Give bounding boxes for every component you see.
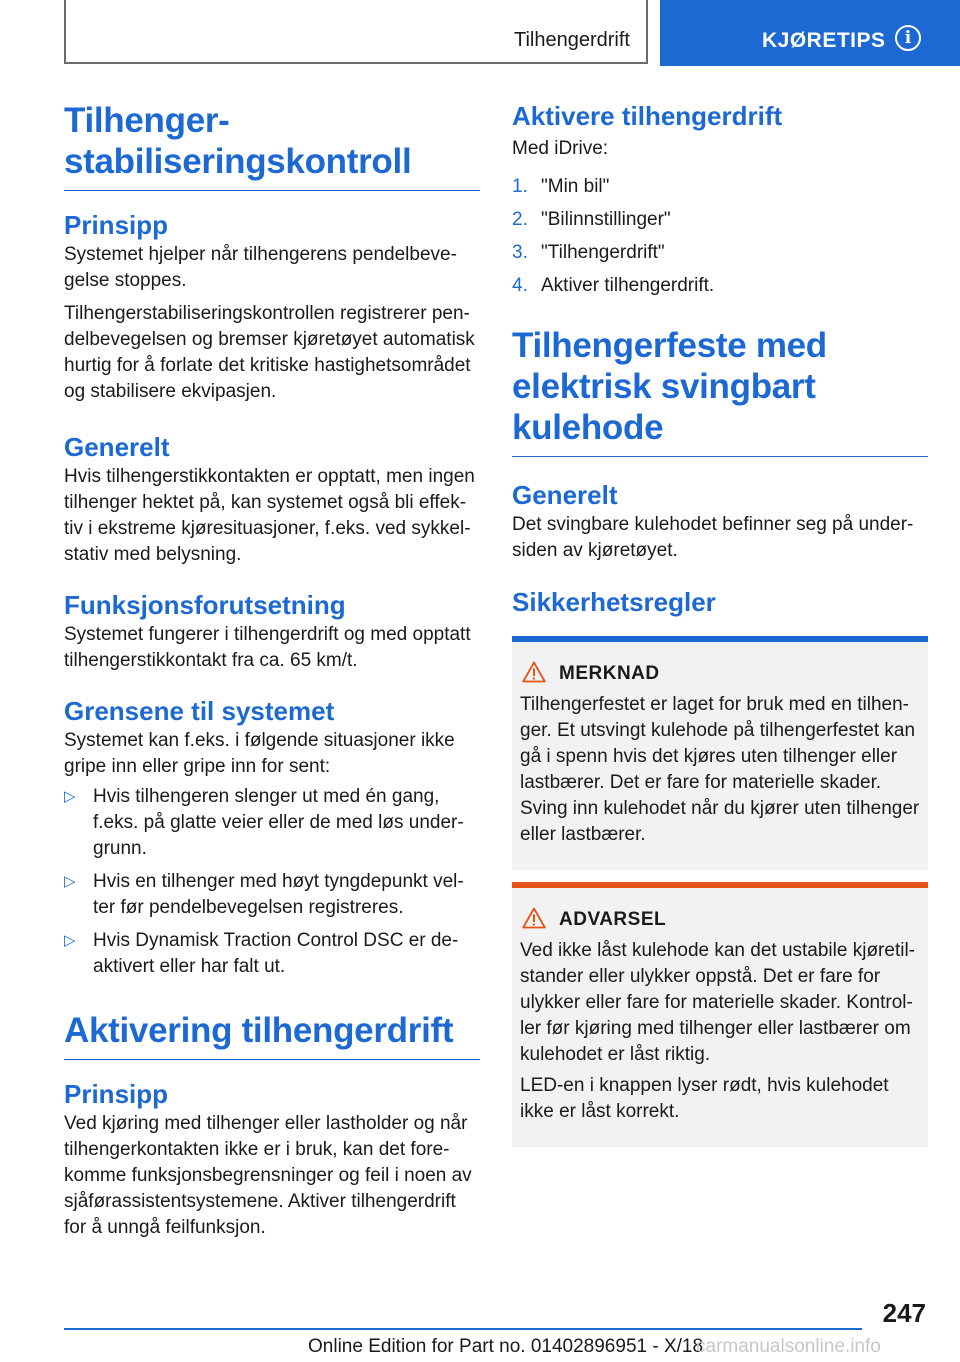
grenser-paragraph: Systemet kan f.eks. i følgende situasjoner ikke gripe inn eller gripe inn for sent:	[64, 730, 455, 777]
notice-advarsel-text-2: LED-en i knappen lyser rødt, hvis kulehodet ikke er låst korrekt.	[520, 1075, 889, 1122]
triangle-bullet-icon: ▷	[64, 788, 76, 805]
watermark: carmanualsonline.info	[696, 1336, 881, 1357]
header-section-box	[64, 0, 648, 64]
triangle-bullet-icon: ▷	[64, 873, 76, 890]
notice-bar	[512, 636, 928, 642]
notice-advarsel	[512, 882, 928, 1147]
page-header	[0, 0, 960, 66]
notice-merknad	[512, 636, 928, 870]
heading-aktivering-tilhengerdrift: Aktivering tilhengerdrift	[64, 1010, 480, 1060]
heading-generelt: Generelt	[64, 432, 170, 462]
warning-triangle-icon	[522, 661, 546, 683]
list-item: 2. "Bilinnstillinger"	[512, 209, 671, 230]
aktivere-intro: Med iDrive:	[512, 138, 609, 159]
grenser-list	[64, 784, 480, 980]
idrive-steps-list	[512, 174, 928, 299]
list-item: ▷ Hvis Dynamisk Traction Control DSC er de- aktivert eller har falt ut.	[64, 930, 459, 977]
generelt-right-paragraph: Det svingbare kulehodet befinner seg på under- siden av kjøretøyet.	[512, 514, 914, 561]
list-item: 1. "Min bil"	[512, 176, 610, 197]
right-column	[512, 100, 928, 1147]
chapter-tab	[660, 0, 960, 66]
heading-tilhengerfeste: Tilhengerfeste med elektrisk svingbart kulehode	[512, 325, 928, 457]
list-item: 4. Aktiver tilhengerdrift.	[512, 275, 715, 296]
page-number: 247	[882, 1298, 926, 1328]
heading-aktivere-tilhengerdrift: Aktivere tilhengerdrift	[512, 101, 783, 131]
edition-text: Online Edition for Part no. 01402896951 - X/18	[308, 1336, 704, 1357]
prinsipp2-paragraph: Ved kjøring med tilhenger eller lastholder og når tilhengerkontakten ikke er i bruk, kan det fore- komme funksjonsbegrensninger og feil i noen av sjåførassistentsystemene. Aktiver tilhengerdrift for å unngå feilfunksjon.	[64, 1113, 472, 1238]
prinsipp-paragraph-2: Tilhengerstabiliseringskontrollen registrerer pen- delbevegelsen og bremser kjøretøyet automatisk hurtig for å forlate det kritiske hastighetsområdet og stabilisere ekvipasjen.	[64, 303, 475, 402]
funksjon-paragraph: Systemet fungerer i tilhengerdrift og med opptatt tilhengerstikkontakt fra ca. 65 km/t.	[64, 624, 471, 671]
warning-triangle-icon	[522, 907, 546, 929]
generelt-paragraph: Hvis tilhengerstikkontakten er opptatt, men ingen tilhenger hektet på, kan systemet også bli effek- tiv i ekstreme kjøresituasjoner, f.eks. ved sykkel- stativ med belysning.	[64, 466, 475, 565]
info-icon: i	[895, 25, 921, 51]
notice-bar	[512, 882, 928, 888]
triangle-bullet-icon: ▷	[64, 932, 76, 949]
notice-advarsel-text-1: Ved ikke låst kulehode kan det ustabile kjøretil- stander eller ulykker oppstå. Det er fare for ulykker eller fare for materielle skader. Kontrol- ler før kjøring med tilhenger eller lastbærer om kulehodet er låst riktig.	[520, 940, 915, 1065]
heading-prinsipp: Prinsipp	[64, 210, 169, 240]
header-section-title: Tilhengerdrift	[514, 29, 630, 51]
list-item: ▷ Hvis en tilhenger med høyt tyngdepunkt vel- ter før pendelbevegelsen registreres.	[64, 871, 464, 918]
notice-title: MERKNAD	[520, 661, 920, 687]
list-item: ▷ Hvis tilhengeren slenger ut med én gang, f.eks. på glatte veier eller de med løs under- grunn.	[64, 786, 464, 859]
list-item: 3. "Tilhengerdrift"	[512, 242, 665, 263]
heading-grensene: Grensene til systemet	[64, 696, 335, 726]
heading-sikkerhetsregler: Sikkerhetsregler	[512, 587, 716, 617]
prinsipp-paragraph-1: Systemet hjelper når tilhengerens pendelbeve- gelse stoppes.	[64, 244, 457, 291]
left-column	[64, 100, 480, 1241]
notice-title: ADVARSEL	[520, 907, 920, 933]
notice-merknad-text: Tilhengerfestet er laget for bruk med en tilhen- ger. Et utsvingt kulehode på tilhengerfestet kan gå i spenn hvis det kjøres uten tilhenger eller lastbærer. Det er fare for materielle skader. Sving inn kulehodet når du kjører uten tilhenger eller lastbærer.	[520, 694, 920, 845]
heading-generelt-right: Generelt	[512, 480, 618, 510]
chapter-tab-label: KJØRETIPS	[762, 29, 886, 52]
heading-funksjonsforutsetning: Funksjonsforutsetning	[64, 590, 346, 620]
heading-stability-control: Tilhenger- stabiliseringskontroll	[64, 100, 480, 191]
footer-divider	[64, 1328, 862, 1330]
heading-prinsipp-2: Prinsipp	[64, 1079, 169, 1109]
